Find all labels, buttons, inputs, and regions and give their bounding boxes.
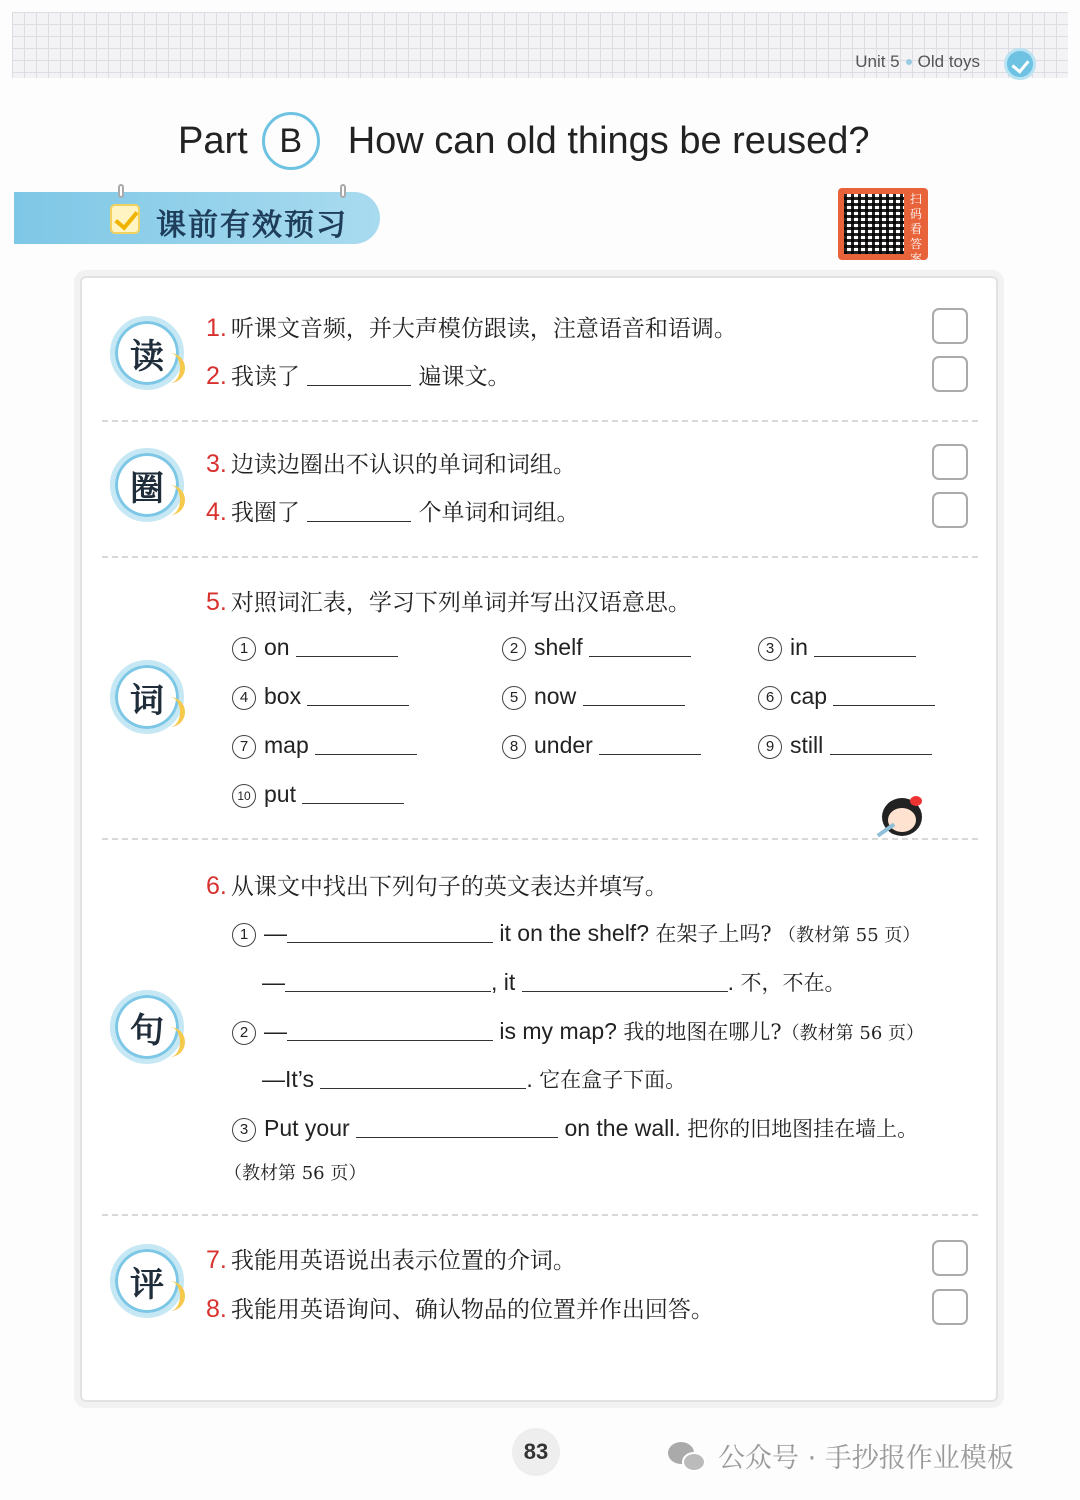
vocab-item: [758, 683, 935, 710]
item-text: 我圈了: [230, 500, 300, 526]
separator-dot: [906, 59, 912, 65]
pin-icon: [340, 184, 346, 198]
item-number: 7.: [206, 1246, 227, 1274]
blank-field[interactable]: [814, 637, 916, 657]
page-title: [178, 112, 869, 170]
item-text: 我能用英语说出表示位置的介词。: [230, 1248, 576, 1274]
textbook-reference: （教材第 56 页）: [224, 1163, 367, 1184]
blank-field[interactable]: [285, 972, 491, 992]
check-badge-icon: [1004, 48, 1036, 80]
pin-icon: [118, 184, 124, 198]
words-section-icon: [110, 660, 184, 734]
checkbox-item-1[interactable]: [932, 308, 968, 344]
girl-mascot-icon: [876, 796, 928, 844]
checkbox-item-2[interactable]: [932, 356, 968, 392]
sentence-english: on the wall.: [564, 1115, 681, 1141]
watermark-text: 公众号 · 手抄报作业模板: [718, 1443, 1014, 1474]
item-text: 从课文中找出下列句子的英文表达并填写。: [230, 874, 668, 900]
worksheet-card: [80, 276, 998, 1402]
blank-field[interactable]: [589, 637, 691, 657]
vocab-item: [232, 683, 409, 710]
blank-field[interactable]: [833, 686, 935, 706]
item-text: 我读了: [230, 364, 300, 390]
blank-field[interactable]: [307, 366, 411, 386]
sentence-chinese: 在架子上吗?: [655, 922, 772, 946]
index-circle: 3: [232, 1118, 256, 1142]
item-text: 个单词和词组。: [418, 500, 580, 526]
index-circle: 9: [758, 735, 782, 759]
vocab-word: in: [790, 634, 808, 660]
blank-field[interactable]: [830, 735, 932, 755]
page-number: 83: [512, 1428, 560, 1476]
textbook-reference: （教材第 56 页）: [781, 1023, 924, 1044]
blank-field[interactable]: [307, 502, 411, 522]
blank-field[interactable]: [599, 735, 701, 755]
sentence-3-reference: [224, 1158, 366, 1185]
divider: [102, 1214, 978, 1216]
unit-topic: Old toys: [917, 52, 980, 71]
blank-field[interactable]: [287, 1021, 493, 1041]
item-number: 5.: [206, 588, 227, 616]
item-3: [206, 446, 576, 479]
blank-field[interactable]: [307, 686, 409, 706]
qr-caption: 扫码看答案: [909, 192, 922, 266]
vocab-word: put: [264, 781, 296, 807]
item-2: [206, 358, 510, 391]
index-circle: 8: [502, 735, 526, 759]
sentence-chinese: 不，不在。: [740, 971, 846, 995]
qr-code[interactable]: [838, 188, 928, 266]
index-circle: 4: [232, 686, 256, 710]
vocab-word: map: [264, 732, 309, 758]
dash: —: [264, 1018, 287, 1044]
sentence-english: —It’s: [262, 1066, 314, 1092]
vocab-word: on: [264, 634, 290, 660]
index-circle: 7: [232, 735, 256, 759]
vocab-item: [232, 634, 398, 661]
divider: [102, 556, 978, 558]
vocab-word: still: [790, 732, 824, 758]
sentence-2-answer: [262, 1064, 686, 1094]
vocab-item: [758, 732, 932, 759]
circle-icon-label: 圈: [130, 468, 164, 509]
sentence-chinese: 把你的旧地图挂在墙上。: [687, 1117, 919, 1141]
blank-field[interactable]: [296, 637, 398, 657]
vocab-item: [758, 634, 916, 661]
unit-label: [855, 52, 980, 72]
blank-field[interactable]: [302, 784, 404, 804]
blank-field[interactable]: [356, 1118, 558, 1138]
vocab-word: shelf: [534, 634, 583, 660]
vocab-item: [502, 683, 685, 710]
vocab-word: now: [534, 683, 577, 709]
item-text: 边读边圈出不认识的单词和词组。: [230, 452, 576, 478]
sentences-section-icon: [110, 990, 184, 1064]
checkbox-item-3[interactable]: [932, 444, 968, 480]
sentence-chinese: 它在盒子下面。: [539, 1068, 687, 1092]
item-4: [206, 494, 579, 527]
part-letter-badge: B: [262, 112, 320, 170]
index-circle: 1: [232, 637, 256, 661]
unit-number: Unit 5: [855, 52, 900, 71]
mascot-bow: [910, 796, 922, 806]
sentence-english: .: [727, 969, 735, 995]
sentence-english: Put your: [264, 1115, 350, 1141]
index-circle: 6: [758, 686, 782, 710]
checkbox-item-4[interactable]: [932, 492, 968, 528]
item-number: 8.: [206, 1295, 227, 1323]
words-icon-label: 词: [130, 680, 164, 721]
item-number: 1.: [206, 314, 227, 342]
sentence-english: , it: [491, 969, 516, 995]
index-circle: 5: [502, 686, 526, 710]
checkbox-item-8[interactable]: [932, 1289, 968, 1325]
sentences-icon-label: 句: [130, 1010, 164, 1051]
item-text: 遍课文。: [418, 364, 511, 390]
item-7: [206, 1242, 576, 1275]
title-question: How can old things be reused?: [347, 119, 870, 162]
qr-code-icon: [844, 194, 904, 254]
part-label: Part: [178, 119, 248, 162]
index-circle: 2: [232, 1021, 256, 1045]
divider: [102, 420, 978, 422]
sentence-1: [232, 918, 920, 948]
index-circle: 1: [232, 923, 256, 947]
sentence-3: [232, 1113, 918, 1143]
sentence-1-answer: [262, 967, 845, 997]
item-text: 对照词汇表，学习下列单词并写出汉语意思。: [230, 590, 691, 616]
item-number: 6.: [206, 872, 227, 900]
checkmark-icon: [110, 204, 140, 234]
watermark: [668, 1436, 1014, 1475]
index-circle: 3: [758, 637, 782, 661]
textbook-reference: （教材第 55 页）: [778, 925, 921, 946]
divider: [102, 838, 978, 840]
sentence-2: [232, 1016, 924, 1046]
circle-section-icon: [110, 448, 184, 522]
index-circle: 10: [232, 784, 256, 808]
read-icon-label: 读: [130, 336, 164, 377]
blank-field[interactable]: [320, 1069, 526, 1089]
vocab-item: [502, 634, 691, 661]
banner-label: 课前有效预习: [156, 208, 348, 243]
item-text: 我能用英语询问、确认物品的位置并作出回答。: [230, 1297, 714, 1323]
item-5: [206, 584, 691, 617]
preview-banner: [14, 192, 380, 244]
vocab-word: cap: [790, 683, 828, 709]
sentence-english: it on the shelf?: [499, 920, 649, 946]
blank-field[interactable]: [583, 686, 685, 706]
index-circle: 2: [502, 637, 526, 661]
vocab-item: [232, 781, 404, 808]
item-8: [206, 1291, 714, 1324]
sentence-english: .: [526, 1066, 533, 1092]
wechat-icon: [668, 1440, 708, 1472]
item-number: 4.: [206, 498, 227, 526]
checkbox-item-7[interactable]: [932, 1240, 968, 1276]
vocab-item: [232, 732, 417, 759]
item-1: [206, 310, 737, 343]
sentence-english: is my map?: [499, 1018, 617, 1044]
item-number: 2.: [206, 362, 227, 390]
vocab-word: box: [264, 683, 302, 709]
item-6: [206, 868, 668, 901]
vocab-item: [502, 732, 701, 759]
item-number: 3.: [206, 450, 227, 478]
item-text: 听课文音频，并大声模仿跟读，注意语音和语调。: [230, 316, 737, 342]
blank-field[interactable]: [287, 923, 493, 943]
dash: —: [264, 920, 287, 946]
blank-field[interactable]: [522, 972, 728, 992]
evaluate-icon-label: 评: [130, 1264, 164, 1305]
dash: —: [262, 969, 285, 995]
evaluate-section-icon: [110, 1244, 184, 1318]
blank-field[interactable]: [315, 735, 417, 755]
sentence-chinese: 我的地图在哪儿?: [623, 1020, 782, 1044]
mascot-face: [888, 808, 916, 832]
vocab-word: under: [534, 732, 593, 758]
read-section-icon: [110, 316, 184, 390]
